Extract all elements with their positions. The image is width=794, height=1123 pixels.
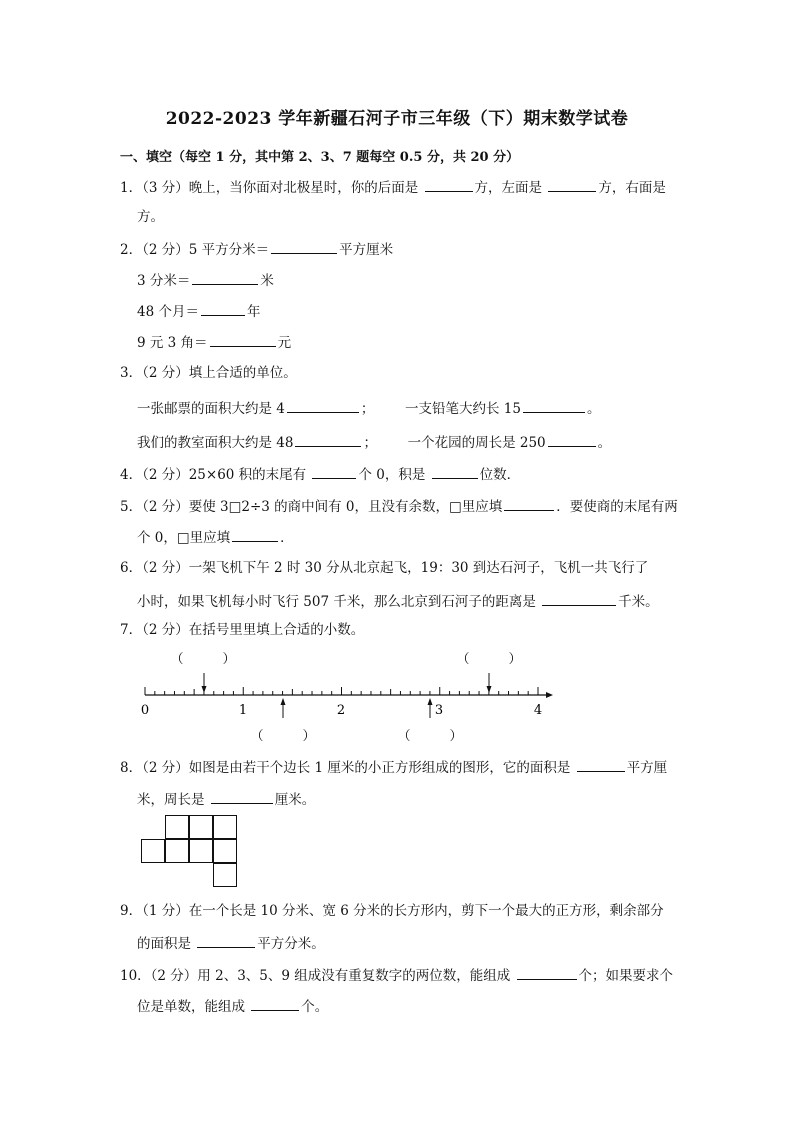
answer-blank[interactable]	[517, 965, 577, 980]
grid-square	[189, 839, 213, 863]
tick-label-0: 0	[140, 703, 150, 718]
answer-blank[interactable]	[251, 996, 299, 1011]
answer-blank[interactable]	[192, 270, 258, 285]
question-2-line-2: 3 分米＝ 米	[137, 270, 274, 290]
question-10-line-1: 10．（2 分）用 2、3、5、9 组成没有重复数字的两位数，能组成 个；如果要求个	[120, 965, 673, 985]
question-3-line-1: 3．（2 分）填上合适的单位。	[120, 365, 297, 381]
answer-blank[interactable]	[271, 239, 337, 254]
answer-blank[interactable]	[504, 496, 554, 511]
answer-blank[interactable]	[211, 789, 273, 804]
page-title: 2022-2023 学年新疆石河子市三年级（下）期末数学试卷	[165, 109, 629, 129]
answer-blank[interactable]	[295, 432, 361, 447]
answer-blank[interactable]	[312, 464, 356, 479]
answer-blank[interactable]	[432, 464, 478, 479]
grid-square	[165, 815, 189, 839]
answer-blank[interactable]	[201, 301, 245, 316]
arrow-up-1-head	[281, 698, 286, 705]
question-2-line-4: 9 元 3 角＝ 元	[137, 332, 291, 352]
question-3-line-2: 一张邮票的面积大约是 4 ； 一支铅笔大约长 15 。	[137, 398, 600, 418]
question-8-line-2: 米，周长是 厘米。	[137, 789, 315, 809]
answer-paren-2: （ ）	[456, 652, 522, 667]
grid-square	[189, 815, 213, 839]
answer-blank[interactable]	[425, 177, 473, 192]
number-line-figure	[0, 640, 794, 750]
number-line-arrowhead	[546, 692, 553, 698]
question-7-line-1: 7．（2 分）在括号里里填上合适的小数。	[120, 622, 365, 638]
question-5-line-2: 个 0，□里应填 ．	[137, 527, 294, 547]
answer-blank[interactable]	[210, 332, 276, 347]
answer-paren-1: （ ）	[170, 652, 236, 667]
arrow-down-1-head	[202, 686, 207, 693]
answer-blank[interactable]	[548, 177, 596, 192]
question-9-line-2: 的面积是 平方分米。	[137, 933, 325, 953]
question-2-line-3: 48 个月＝ 年	[137, 301, 260, 321]
question-6-line-2: 小时，如果飞机每小时飞行 507 千米，那么北京到石河子的距离是 千米。	[137, 591, 659, 611]
grid-square	[213, 815, 237, 839]
answer-blank[interactable]	[523, 398, 585, 413]
question-9-line-1: 9．（1 分）在一个长是 10 分米、宽 6 分米的长方形内，剪下一个最大的正方形，剩余部分	[120, 903, 664, 919]
question-2-line-1: 2．（2 分）5 平方分米＝ 平方厘米	[120, 239, 393, 259]
answer-paren-3: （ ）	[250, 729, 316, 744]
tick-label-1: 1	[238, 703, 248, 718]
section-heading: 一、填空（每空 1 分，其中第 2、3、7 题每空 0.5 分，共 20 分）	[120, 150, 520, 165]
answer-blank[interactable]	[287, 398, 359, 413]
answer-blank[interactable]	[542, 591, 616, 606]
grid-square	[213, 839, 237, 863]
question-3-line-3: 我们的教室面积大约是 48 ； 一个花园的周长是 250 。	[137, 432, 611, 452]
grid-square	[213, 863, 237, 887]
answer-blank[interactable]	[548, 432, 596, 447]
answer-paren-4: （ ）	[397, 729, 463, 744]
grid-square	[165, 839, 189, 863]
arrow-down-2-head	[487, 686, 492, 693]
question-5-line-1: 5．（2 分）要使 3□2÷3 的商中间有 0，且没有余数，□里应填 ．要使商的末尾有两	[120, 496, 678, 516]
answer-blank[interactable]	[577, 757, 625, 772]
arrow-up-2-head	[428, 698, 433, 705]
tick-label-4: 4	[533, 703, 543, 718]
answer-blank[interactable]	[197, 933, 255, 948]
question-8-line-1: 8．（2 分）如图是由若干个边长 1 厘米的小正方形组成的图形，它的面积是 平方厘	[120, 757, 667, 777]
question-6-line-1: 6．（2 分）一架飞机下午 2 时 30 分从北京起飞，19：30 到达石河子，飞机一共飞行了	[120, 560, 649, 576]
question-1-line-2: 方。	[137, 209, 164, 225]
question-4-line-1: 4．（2 分）25×60 积的末尾有 个 0，积是 位数．	[120, 464, 520, 484]
question-10-line-2: 位是单数，能组成 个。	[137, 996, 328, 1016]
answer-blank[interactable]	[232, 527, 278, 542]
question-1-line-1: 1．（3 分）晚上，当你面对北极星时，你的后面是 方，左面是 方，右面是	[120, 177, 666, 197]
tick-label-3: 3	[434, 703, 444, 718]
tick-label-2: 2	[336, 703, 346, 718]
grid-square	[141, 839, 165, 863]
